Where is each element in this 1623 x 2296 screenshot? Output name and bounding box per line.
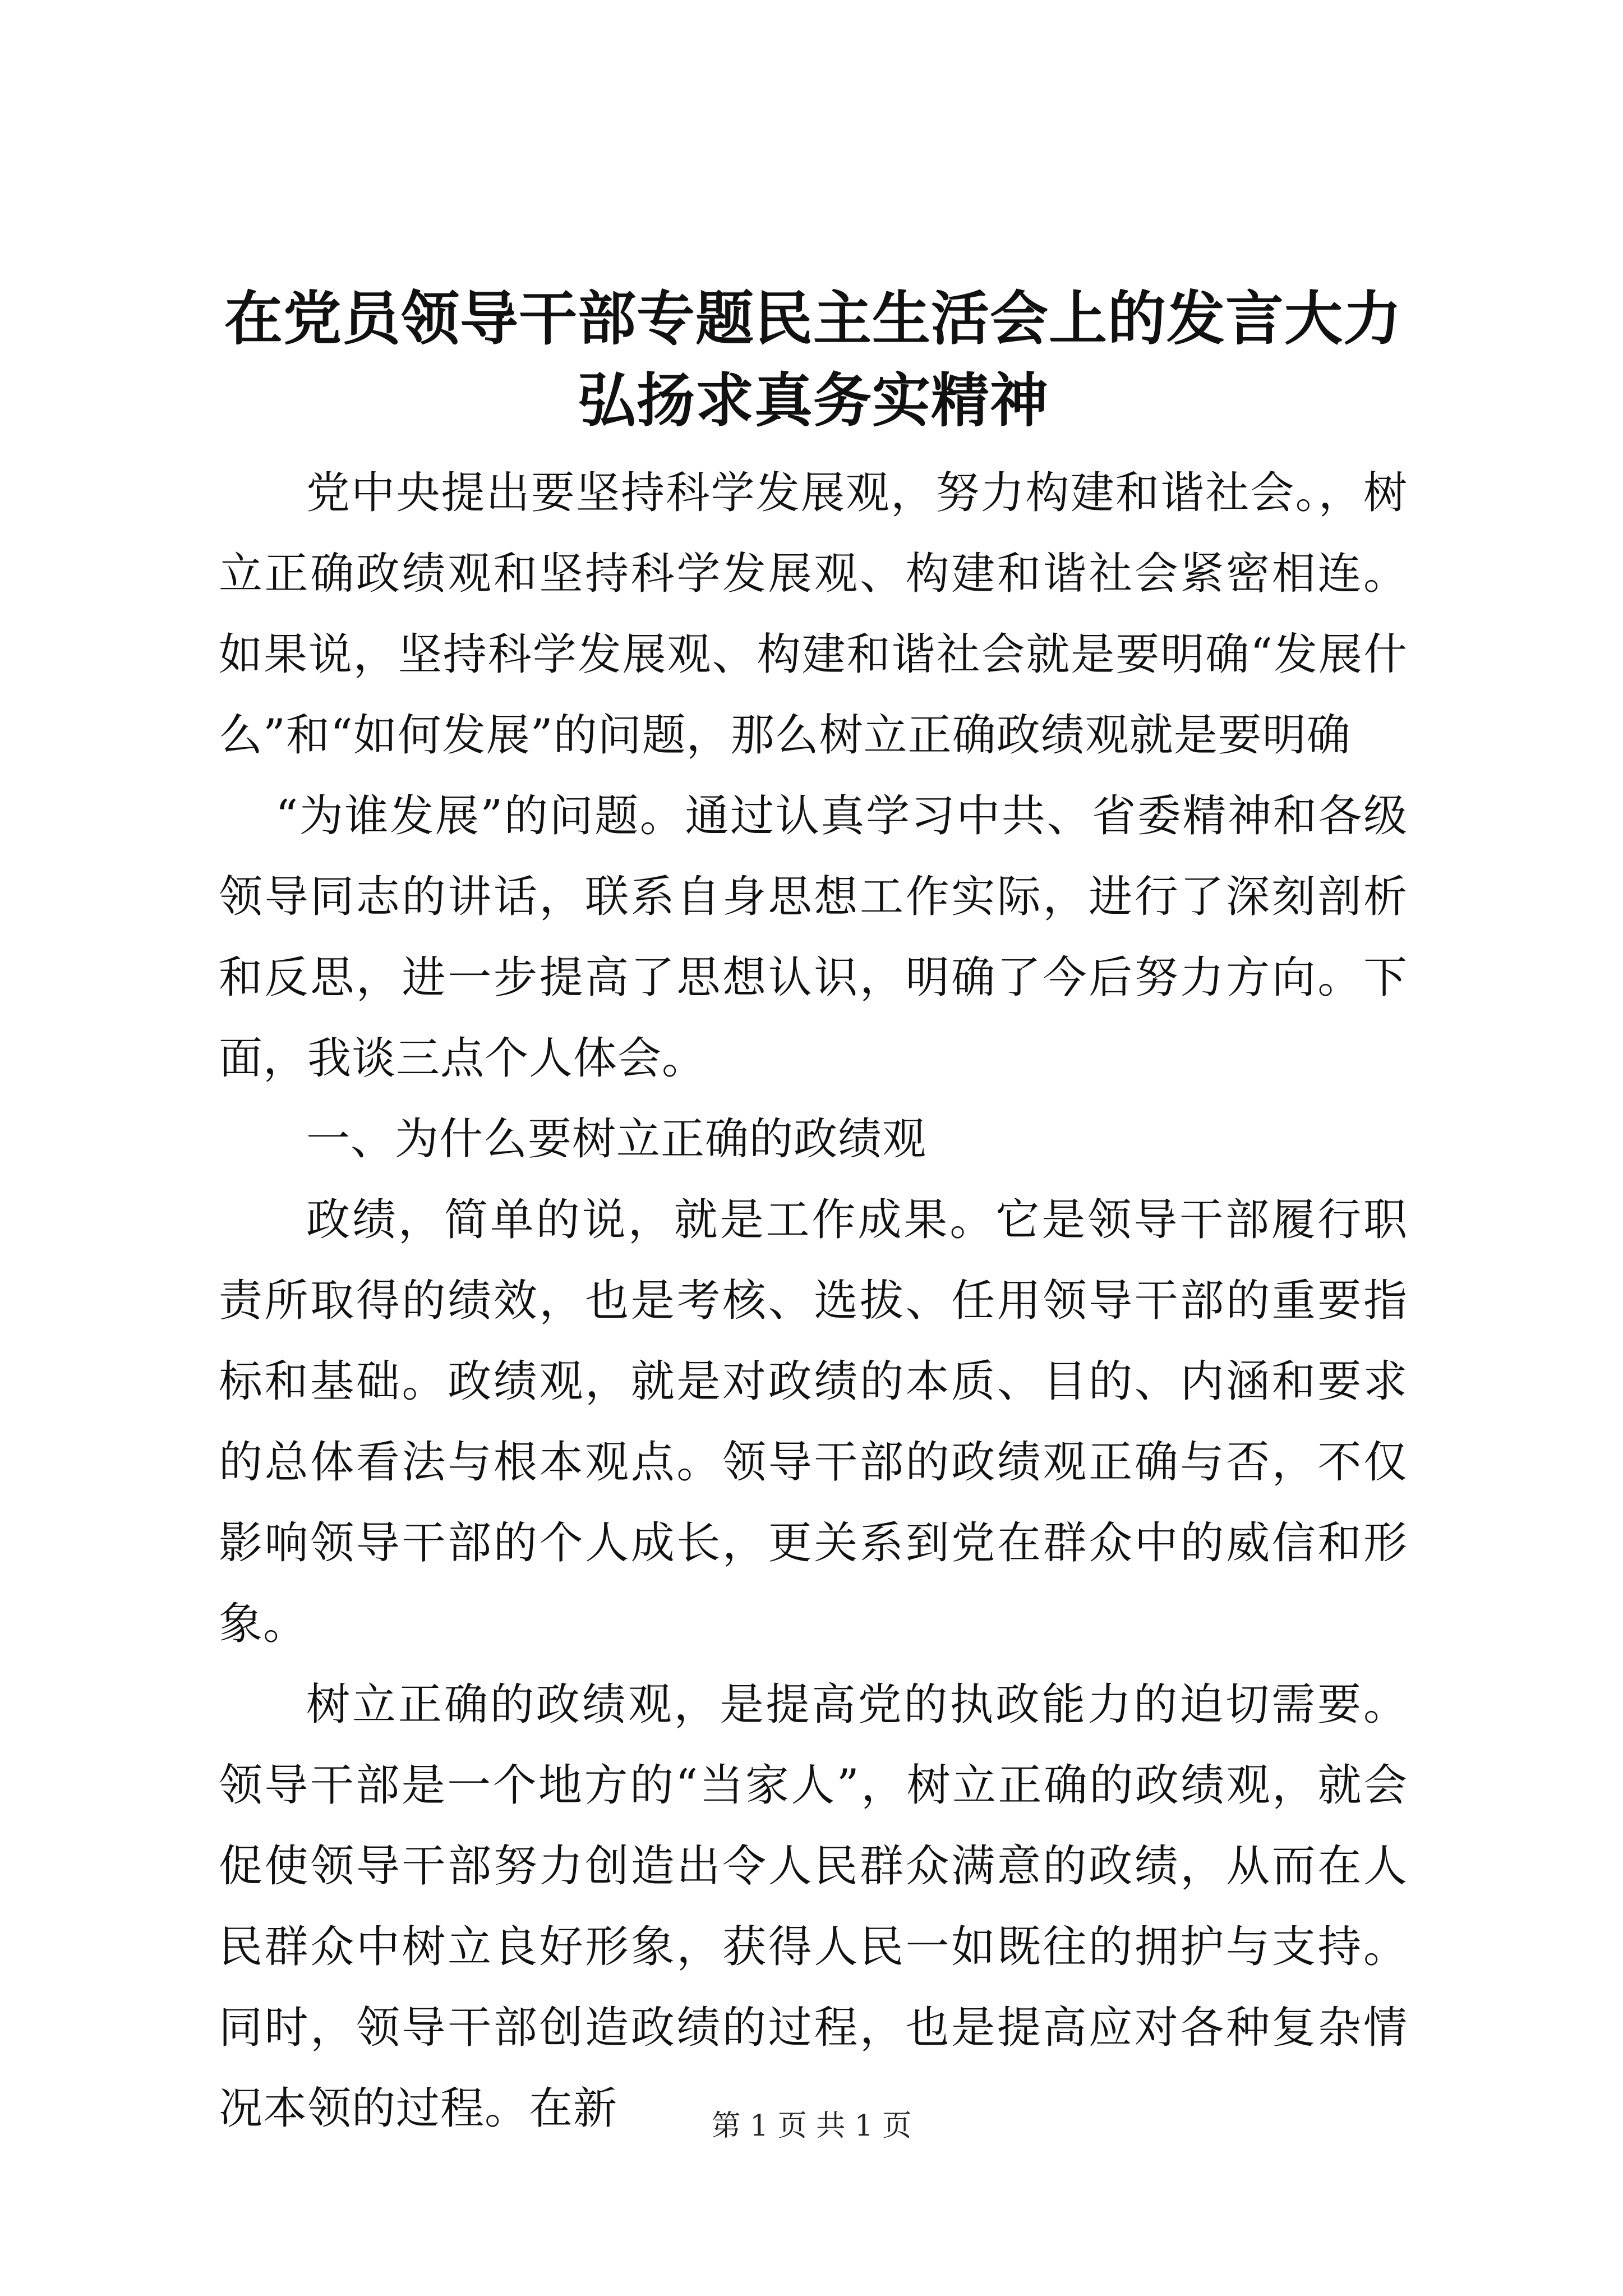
document-body: [219, 453, 1408, 2149]
paragraph: “为谁发展”的问题。通过认真学习中共、省委精神和各级领导同志的讲话，联系自身思想工作实际，进行了深刻剖析和反思，进一步提高了思想认识，明确了今后努力方向。下面，我谈三点个人体会。: [219, 791, 1408, 1084]
page-number-footer: 第 1 页 共 1 页: [711, 2109, 912, 2143]
document-title: [219, 278, 1408, 441]
paragraph: 党中央提出要坚持科学发展观，努力构建和谐社会。，树立正确政绩观和坚持科学发展观、构建和谐社会紧密相连。如果说，坚持科学发展观、构建和谐社会就是要明确“发展什么”和“如何发展”的问题，那么树立正确政绩观就是要明确: [219, 468, 1408, 761]
paragraph: 树立正确的政绩观，是提高党的执政能力的迫切需要。领导干部是一个地方的“当家人”，树立正确的政绩观，就会促使领导干部努力创造出令人民群众满意的政绩，从而在人民群众中树立良好形象，获得人民一如既往的拥护与支持。同时，领导干部创造政绩的过程，也是提高应对各种复杂情况本领的过程。在新: [219, 1680, 1408, 2134]
title-line: 弘扬求真务实精神: [577, 366, 1049, 435]
section-heading: 一、为什么要树立正确的政绩观: [306, 1114, 927, 1165]
document-content: [219, 278, 1408, 2149]
title-line: 在党员领导干部专题民主生活会上的发言大力: [224, 284, 1402, 353]
paragraph: 政绩，简单的说，就是工作成果。它是领导干部履行职责所取得的绩效，也是考核、选拔、任用领导干部的重要指标和基础。政绩观，就是对政绩的本质、目的、内涵和要求的总体看法与根本观点。领导干部的政绩观正确与否，不仅影响领导干部的个人成长，更关系到党在群众中的威信和形象。: [219, 1195, 1408, 1649]
